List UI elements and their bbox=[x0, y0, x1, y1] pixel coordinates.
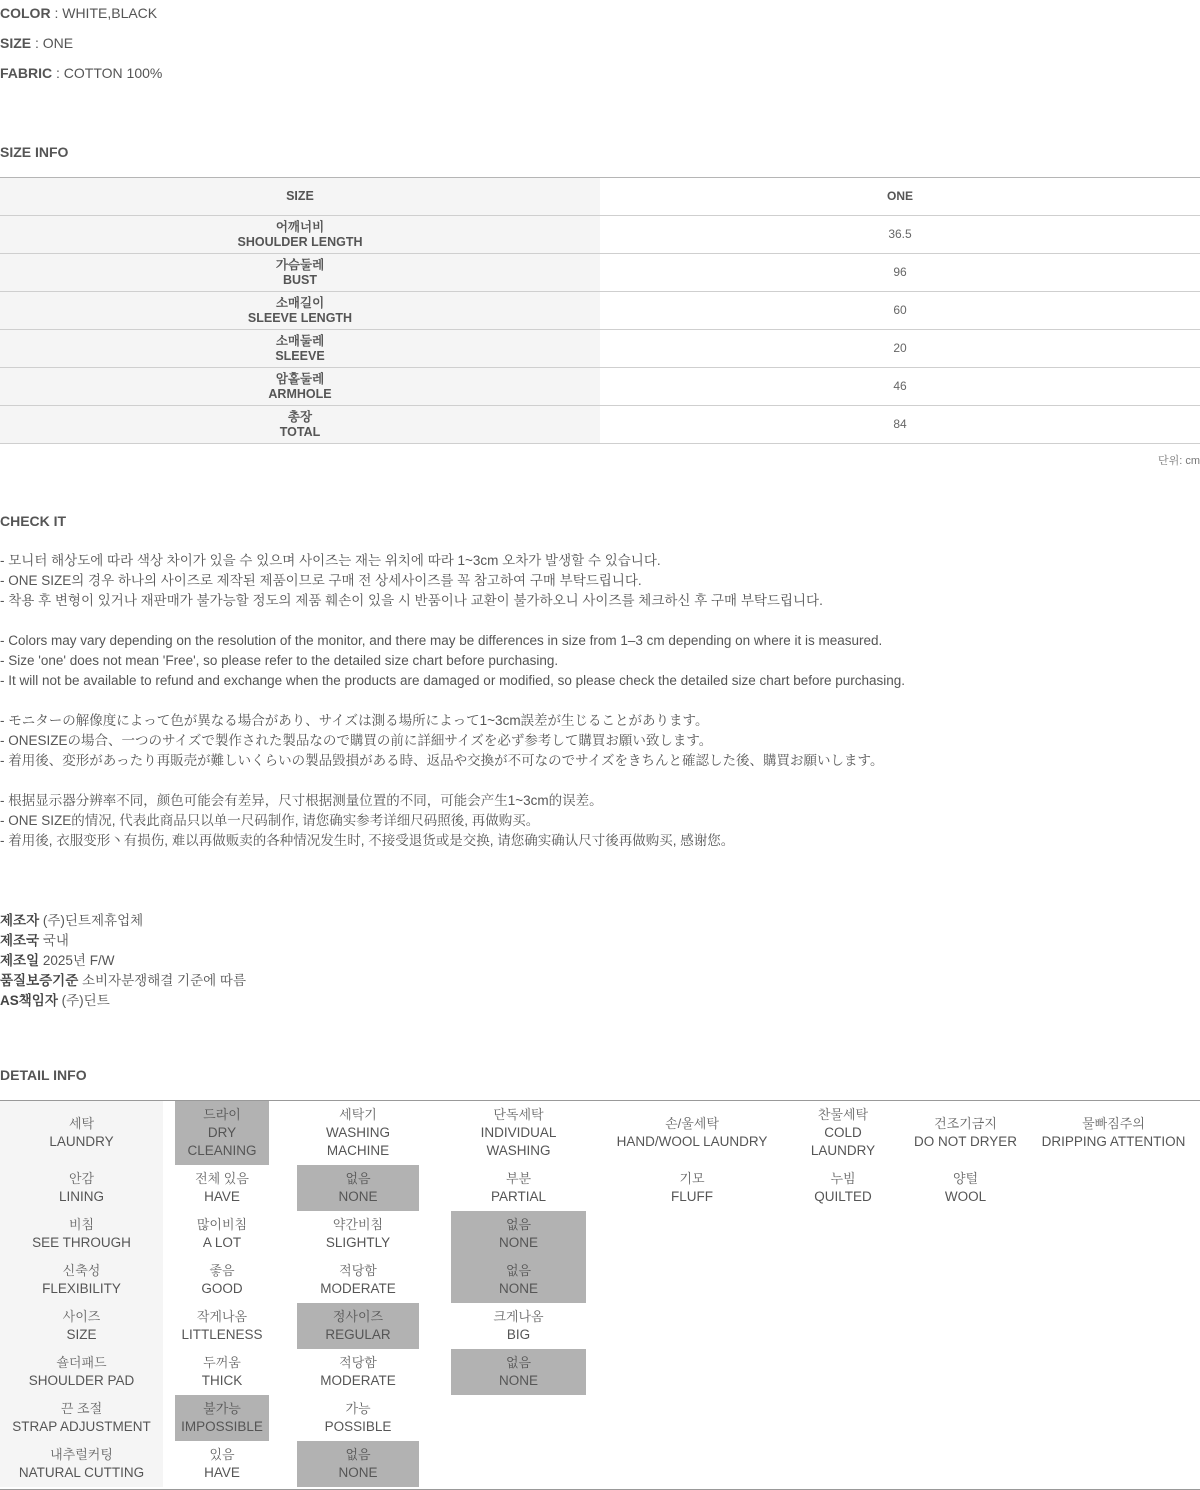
detail-option-ko: 없음 bbox=[505, 1217, 532, 1232]
detail-category-ko: 안감 bbox=[68, 1171, 95, 1186]
size-label-ko: 소매길이 bbox=[275, 295, 325, 310]
detail-option-ko: 손/울세탁 bbox=[665, 1116, 719, 1131]
detail-option-en: NONE bbox=[338, 1189, 378, 1204]
detail-category-ko: 끈 조절 bbox=[60, 1401, 103, 1416]
detail-option-selected bbox=[451, 1211, 586, 1257]
detail-category-en: SIZE bbox=[66, 1327, 97, 1342]
detail-option-ko: 드라이 bbox=[203, 1107, 241, 1122]
detail-option bbox=[908, 1165, 1023, 1211]
detail-option-en: REGULAR bbox=[325, 1327, 391, 1342]
detail-option-en: NONE bbox=[338, 1465, 378, 1480]
detail-option-en: WOOL bbox=[944, 1189, 987, 1204]
detail-option-en: BIG bbox=[506, 1327, 531, 1342]
detail-option-ko: 누빔 bbox=[830, 1171, 856, 1186]
size-row-value: 36.5 bbox=[600, 216, 1200, 254]
detail-category-en: SHOULDER PAD bbox=[28, 1373, 135, 1388]
check-it-line: - It will not be available to refund and exchange when the products are damaged or modified, so please check the detailed size chart before purchasing. bbox=[0, 673, 906, 688]
size-row-label bbox=[0, 254, 600, 292]
detail-option-ko: 전체 있음 bbox=[195, 1171, 249, 1186]
detail-option-en: MODERATE bbox=[320, 1373, 396, 1388]
detail-option-en: INDIVIDUAL WASHING bbox=[480, 1125, 557, 1158]
detail-option-en: QUILTED bbox=[814, 1189, 872, 1204]
detail-category bbox=[0, 1349, 163, 1395]
spec-fabric: FABRIC : COTTON 100% bbox=[0, 65, 163, 81]
detail-option-ko: 좋음 bbox=[209, 1263, 235, 1278]
detail-option-selected bbox=[175, 1395, 269, 1441]
detail-option bbox=[175, 1303, 269, 1349]
size-row-label bbox=[0, 292, 600, 330]
size-label-ko: 소매둘레 bbox=[275, 333, 325, 348]
detail-option-en: WASHING MACHINE bbox=[326, 1125, 390, 1158]
detail-option-en: NONE bbox=[498, 1373, 538, 1388]
check-it-line: - モニターの解像度によって色が異なる場合があり、サイズは測る場所によって1~3cm誤差が生じることがあります。 bbox=[0, 713, 709, 728]
detail-category-ko: 비침 bbox=[68, 1217, 95, 1232]
detail-option-ko: 작게나옴 bbox=[196, 1309, 248, 1324]
table-row bbox=[0, 216, 1200, 254]
table-row bbox=[0, 406, 1200, 444]
detail-category-ko: 사이즈 bbox=[62, 1309, 101, 1324]
detail-category-en: LINING bbox=[58, 1189, 104, 1204]
detail-option-ko: 단독세탁 bbox=[493, 1107, 544, 1122]
size-header-value: ONE bbox=[600, 178, 1200, 216]
maker-info-line: 제조국 국내 bbox=[0, 933, 69, 948]
check-it-line: - 着用後, 衣服变形丶有损伤, 难以再做贩卖的各种情况发生时, 不接受退货或是交换, 请您确实确认尺寸後再做购买, 感谢您。 bbox=[0, 833, 735, 848]
check-it-title: CHECK IT bbox=[0, 513, 67, 529]
detail-option-ko: 없음 bbox=[505, 1263, 532, 1278]
check-it-line: - ONESIZEの場合、一つのサイズで製作された製品なので購買の前に詳細サイズを必ず参考して購買お願い致します。 bbox=[0, 733, 713, 748]
detail-option-ko: 없음 bbox=[345, 1447, 371, 1462]
detail-info-grid bbox=[0, 1100, 1200, 1490]
size-label-ko: 가슴둘레 bbox=[275, 257, 325, 272]
detail-option bbox=[175, 1211, 269, 1257]
check-it-line: - 根据显示器分辨率不同，颜色可能会有差异，尺寸根据测量位置的不同，可能会产生1~3cm的误差。 bbox=[0, 793, 603, 808]
size-row-value: 46 bbox=[600, 368, 1200, 406]
detail-option-en: PARTIAL bbox=[490, 1189, 547, 1204]
detail-option-ko: 크게나옴 bbox=[493, 1309, 544, 1324]
check-it-line: - 着用後、変形があったり再販売が難しいくらいの製品毀損がある時、返品や交換が不可なのでサイズをきちんと確認した後、購買お願いします。 bbox=[0, 753, 884, 768]
detail-option-ko: 부분 bbox=[505, 1171, 532, 1186]
table-row bbox=[0, 368, 1200, 406]
detail-option bbox=[175, 1441, 269, 1487]
size-row-label bbox=[0, 406, 600, 444]
detail-option-selected bbox=[451, 1257, 586, 1303]
size-label-ko: 암홀둘레 bbox=[275, 371, 325, 386]
detail-category-en: NATURAL CUTTING bbox=[18, 1465, 145, 1480]
detail-option-en: COLD LAUNDRY bbox=[810, 1125, 876, 1158]
detail-category bbox=[0, 1303, 163, 1349]
detail-option-ko: 정사이즈 bbox=[332, 1309, 384, 1324]
detail-option bbox=[175, 1165, 269, 1211]
detail-option bbox=[175, 1257, 269, 1303]
detail-option bbox=[908, 1101, 1023, 1165]
table-row bbox=[0, 330, 1200, 368]
detail-option-en: GOOD bbox=[201, 1281, 243, 1296]
detail-option-ko: 많이비침 bbox=[196, 1217, 248, 1232]
size-info-title: SIZE INFO bbox=[0, 144, 69, 160]
detail-option-en: DRIPPING ATTENTION bbox=[1041, 1134, 1186, 1149]
detail-info-title: DETAIL INFO bbox=[0, 1067, 87, 1083]
detail-option-ko: 세탁기 bbox=[339, 1107, 377, 1122]
detail-option bbox=[297, 1349, 419, 1395]
detail-option-ko: 양털 bbox=[952, 1171, 979, 1186]
check-it-line: - ONE SIZE的情况, 代表此商品只以单一尺码制作, 请您确实参考详细尺码照後, 再做购买。 bbox=[0, 813, 540, 828]
detail-option bbox=[792, 1101, 894, 1165]
detail-option-en: DO NOT DRYER bbox=[913, 1134, 1018, 1149]
check-it-line: - 착용 후 변형이 있거나 재판매가 불가능할 정도의 제품 훼손이 있을 시 반품이나 교환이 불가하오니 사이즈를 체크하신 후 구매 부탁드립니다. bbox=[0, 593, 823, 608]
detail-option-en: THICK bbox=[201, 1373, 243, 1388]
size-unit: 단위: cm bbox=[1157, 455, 1200, 467]
detail-option-ko: 찬물세탁 bbox=[817, 1107, 869, 1122]
spec-size: SIZE : ONE bbox=[0, 35, 74, 51]
detail-option bbox=[297, 1101, 419, 1165]
detail-option-en: FLUFF bbox=[671, 1189, 713, 1204]
size-label-en: TOTAL bbox=[279, 424, 321, 439]
detail-option-en: IMPOSSIBLE bbox=[181, 1419, 263, 1434]
detail-option-selected bbox=[297, 1165, 419, 1211]
detail-option-ko: 기모 bbox=[679, 1171, 705, 1186]
detail-category-en: LAUNDRY bbox=[49, 1134, 114, 1149]
detail-option-ko: 물빠짐주의 bbox=[1082, 1116, 1145, 1131]
detail-option bbox=[792, 1165, 894, 1211]
check-it-line: - ONE SIZE의 경우 하나의 사이즈로 제작된 제품이므로 구매 전 상세사이즈를 꼭 참고하여 구매 부탁드립니다. bbox=[0, 573, 642, 588]
detail-option bbox=[604, 1101, 780, 1165]
detail-option bbox=[451, 1165, 586, 1211]
check-it-line: - Colors may vary depending on the resolution of the monitor, and there may be differences in size from 1–3 cm depending on where it is measured. bbox=[0, 633, 883, 648]
size-row-value: 84 bbox=[600, 406, 1200, 444]
detail-option-ko: 불가능 bbox=[203, 1401, 241, 1416]
detail-option bbox=[451, 1303, 586, 1349]
size-row-value: 20 bbox=[600, 330, 1200, 368]
size-row-label bbox=[0, 368, 600, 406]
detail-option bbox=[297, 1211, 419, 1257]
size-row-label bbox=[0, 216, 600, 254]
size-table bbox=[0, 177, 1200, 444]
detail-category-en: STRAP ADJUSTMENT bbox=[12, 1419, 151, 1434]
detail-option bbox=[1036, 1101, 1191, 1165]
size-label-en: SLEEVE LENGTH bbox=[247, 310, 353, 325]
detail-category bbox=[0, 1257, 163, 1303]
detail-option-en: HAVE bbox=[204, 1465, 240, 1480]
detail-option bbox=[297, 1257, 419, 1303]
check-it-line: - 모니터 해상도에 따라 색상 차이가 있을 수 있으며 사이즈는 재는 위치에 따라 1~3cm 오차가 발생할 수 있습니다. bbox=[0, 553, 661, 568]
detail-category bbox=[0, 1211, 163, 1257]
detail-category bbox=[0, 1101, 163, 1165]
detail-option bbox=[297, 1395, 419, 1441]
detail-option-en: NONE bbox=[498, 1281, 538, 1296]
size-label-en: SHOULDER LENGTH bbox=[237, 234, 363, 249]
detail-option-ko: 두꺼움 bbox=[203, 1355, 241, 1370]
detail-option-en: HAVE bbox=[204, 1189, 240, 1204]
detail-category-ko: 신축성 bbox=[62, 1263, 101, 1278]
detail-option-ko: 적당함 bbox=[339, 1355, 377, 1370]
size-label-en: ARMHOLE bbox=[268, 386, 332, 401]
size-table-header bbox=[0, 178, 1200, 216]
detail-option-en: POSSIBLE bbox=[324, 1419, 392, 1434]
detail-option-selected bbox=[297, 1303, 419, 1349]
detail-option bbox=[451, 1101, 586, 1165]
size-row-value: 96 bbox=[600, 254, 1200, 292]
detail-option-en: SLIGHTLY bbox=[325, 1235, 391, 1250]
maker-info-line: 제조일 2025년 F/W bbox=[0, 953, 115, 968]
detail-category-ko: 내추럴커팅 bbox=[50, 1447, 113, 1462]
size-row-value: 60 bbox=[600, 292, 1200, 330]
detail-option-en: DRY CLEANING bbox=[187, 1125, 257, 1158]
detail-option-ko: 약간비침 bbox=[332, 1217, 384, 1232]
size-label-ko: 총장 bbox=[287, 409, 313, 424]
detail-option-ko: 적당함 bbox=[339, 1263, 377, 1278]
maker-info-line: 품질보증기준 소비자분쟁해결 기준에 따름 bbox=[0, 973, 246, 988]
maker-info-line: 제조자 (주)딘트제휴업체 bbox=[0, 913, 144, 928]
detail-category-ko: 세탁 bbox=[68, 1116, 95, 1131]
detail-option-ko: 없음 bbox=[345, 1171, 371, 1186]
detail-category bbox=[0, 1441, 163, 1487]
size-label-ko: 어깨너비 bbox=[275, 219, 325, 234]
detail-option-ko: 건조기금지 bbox=[934, 1116, 997, 1131]
detail-category bbox=[0, 1395, 163, 1441]
size-label-en: SLEEVE bbox=[275, 348, 325, 363]
detail-option-ko: 없음 bbox=[505, 1355, 532, 1370]
size-label-en: BUST bbox=[282, 272, 318, 287]
detail-category-ko: 숄더패드 bbox=[56, 1355, 107, 1370]
detail-option bbox=[604, 1165, 780, 1211]
detail-category-en: FLEXIBILITY bbox=[42, 1281, 121, 1296]
check-it-line: - Size 'one' does not mean 'Free', so please refer to the detailed size chart before purchasing. bbox=[0, 653, 559, 668]
detail-option-en: HAND/WOOL LAUNDRY bbox=[616, 1134, 768, 1149]
detail-option bbox=[175, 1349, 269, 1395]
detail-option-selected bbox=[451, 1349, 586, 1395]
size-row-label bbox=[0, 330, 600, 368]
detail-option-en: A LOT bbox=[202, 1235, 242, 1250]
detail-option-ko: 가능 bbox=[345, 1401, 371, 1416]
table-row bbox=[0, 292, 1200, 330]
detail-category bbox=[0, 1165, 163, 1211]
maker-info-line: AS책임자 (주)딘트 bbox=[0, 993, 110, 1008]
detail-option-en: NONE bbox=[498, 1235, 538, 1250]
detail-option-en: LITTLENESS bbox=[181, 1327, 263, 1342]
detail-option-en: MODERATE bbox=[320, 1281, 396, 1296]
detail-option-ko: 있음 bbox=[209, 1447, 235, 1462]
spec-color: COLOR : WHITE,BLACK bbox=[0, 5, 158, 21]
detail-option-selected bbox=[175, 1101, 269, 1165]
size-header-label: SIZE bbox=[0, 178, 600, 216]
table-row bbox=[0, 254, 1200, 292]
detail-option-selected bbox=[297, 1441, 419, 1487]
detail-category-en: SEE THROUGH bbox=[32, 1235, 131, 1250]
